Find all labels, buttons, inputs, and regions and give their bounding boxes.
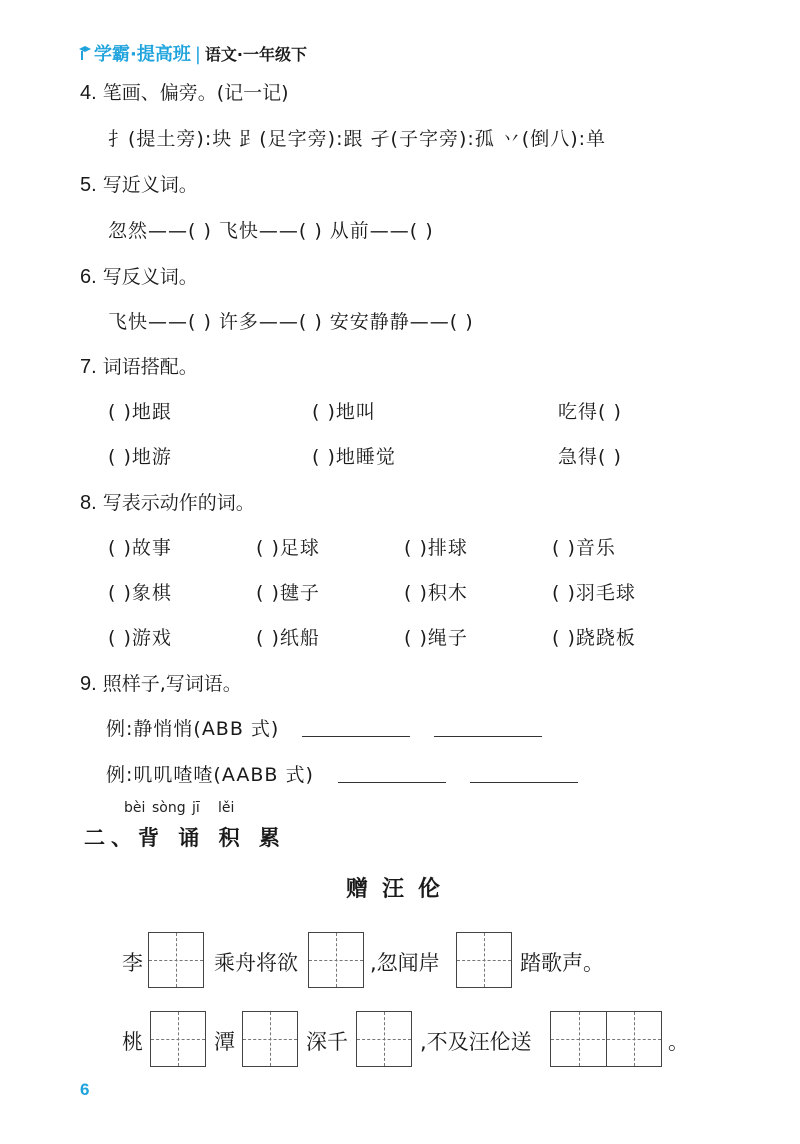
q8-cell: ( )积木 [404,582,468,604]
question-5-title [80,170,198,197]
question-6-content: 飞快——( ) 许多——( ) 安安静静——( ) [108,311,474,333]
page-number: 6 [80,1080,90,1099]
question-number: 5. [80,174,97,196]
section-title: 二、背 诵 积 累 [84,826,286,850]
question-number: 9. [80,673,97,695]
question-9-title [80,669,242,696]
question-6-title [80,262,198,289]
writing-grid[interactable] [456,932,512,988]
q8-cell: ( )足球 [256,537,320,559]
q7-cell: 急得( ) [558,446,622,468]
question-8-title [80,488,255,515]
brand-name: 学霸·提高班 [94,44,191,65]
question-text: 写反义词。 [102,266,198,288]
q7-cell: ( )地游 [108,446,172,468]
q9-example-2 [106,760,314,787]
q8-cell: ( )跷跷板 [552,627,636,649]
answer-blank[interactable] [434,714,542,737]
question-number: 8. [80,492,97,514]
question-text: 词语搭配。 [102,356,198,378]
brand-separator: | [194,44,201,65]
question-7-title [80,352,198,379]
poem-text: ,不及汪伦送 [420,1030,532,1054]
q8-cell: ( )排球 [404,537,468,559]
poem-title: 赠汪伦 [346,877,455,902]
question-number: 7. [80,356,97,378]
poem-text: 李 [122,951,143,975]
book-brand [78,40,307,66]
question-text: 写近义词。 [102,174,198,196]
q8-cell: ( )毽子 [256,582,320,604]
q8-cell: ( )羽毛球 [552,582,636,604]
question-4-content: 扌(提土旁):块 𧾷(足字旁):跟 孑(子字旁):孤 丷(倒八):单 [108,128,607,150]
q7-cell: 吃得( ) [558,401,622,423]
poem-text: 潭 [214,1030,235,1054]
writing-grid[interactable] [148,932,204,988]
answer-blank[interactable] [302,714,410,737]
poem-text: 。 [668,1030,689,1054]
writing-grid-double[interactable] [550,1011,662,1067]
pinyin: bèi [124,800,146,816]
poem-text: 深千 [306,1030,348,1054]
question-4-title [80,78,289,105]
pinyin: jī [192,800,200,816]
q8-cell: ( )故事 [108,537,172,559]
q8-cell: ( )象棋 [108,582,172,604]
question-number: 4. [80,82,97,104]
pinyin: sòng [152,800,186,816]
answer-blank[interactable] [338,760,446,783]
poem-text: 踏歌声。 [520,951,604,975]
poem-text: ,忽闻岸 [370,951,440,975]
poem-text: 桃 [122,1030,143,1054]
writing-grid[interactable] [150,1011,206,1067]
subject-label: 语文·一年级下 [204,45,308,64]
question-5-content: 忽然——( ) 飞快——( ) 从前——( ) [108,220,434,242]
q7-cell: ( )地睡觉 [312,446,396,468]
q9-example-1 [106,714,279,741]
q8-cell: ( )游戏 [108,627,172,649]
q8-cell: ( )音乐 [552,537,616,559]
example-label: 例:静悄悄(ABB 式) [106,718,280,740]
writing-grid[interactable] [242,1011,298,1067]
question-text: 照样子,写词语。 [102,673,242,695]
pinyin: lěi [218,800,235,816]
writing-grid[interactable] [356,1011,412,1067]
question-text: 写表示动作的词。 [102,492,255,514]
example-label: 例:叽叽喳喳(AABB 式) [106,764,314,786]
question-text: 笔画、偏旁。(记一记) [102,82,289,104]
writing-grid[interactable] [308,932,364,988]
q8-cell: ( )绳子 [404,627,468,649]
question-number: 6. [80,266,97,288]
graduation-cap-icon [78,44,92,62]
q7-cell: ( )地叫 [312,401,376,423]
answer-blank[interactable] [470,760,578,783]
q8-cell: ( )纸船 [256,627,320,649]
poem-text: 乘舟将欲 [214,951,298,975]
q7-cell: ( )地跟 [108,401,172,423]
